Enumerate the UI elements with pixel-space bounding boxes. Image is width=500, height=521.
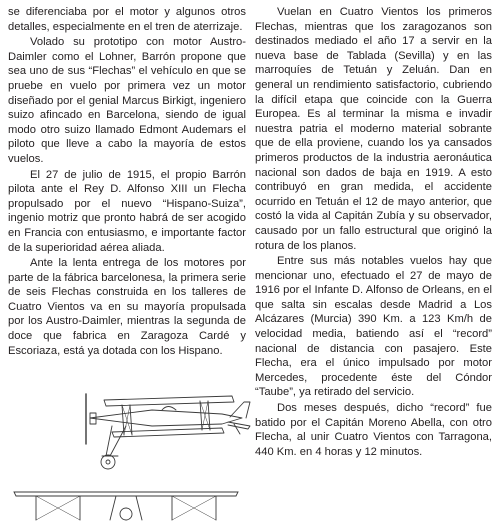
left-column <box>8 5 246 358</box>
paragraph: Vuelan en Cuatro Vientos los primeros Flechas, mientras que los zaragozanos son destinados mediado el año 17 a servir en la nueva base de Tablada (Sevilla) y en las marroquíes de Tetuán y Zeluán. Dan en general un rendimiento satisfactorio, cubriendo la difícil etapa que coincide con la Guerra Europea. Es al terminar la misma e invadir nuestra patria el moderno material sobrante que de ella proviene, cuando los ya cansados primeros productos de la industria aeronáutica nacional son dados de baja en 1919. A esto contribuyó en gran medida, el accidente ocurrido en Tetuán el 12 de mayo anterior, que costó la vida al Capitán Zubía y su observador, causado por un fallo estructural que originó la rotura de los planos. <box>255 6 492 252</box>
biplane-side-view-illustration <box>82 388 254 480</box>
biplane-front-view-illustration <box>10 486 242 521</box>
paragraph: Ante la lenta entrega de los motores por parte de la fábrica barcelonesa, la primera serie de seis Flechas construida en los talleres de Cuatro Vientos va en su mayoría propulsada por los Austro-Daimler, mientras la segunda de doce que fabrica en Zaragoza Cardé y Escoriaza, está ya dotada con los Hispano. <box>8 257 246 357</box>
paragraph: Volado su prototipo con motor Austro-Daimler como el Lohner, Barrón propone que sea uno de sus “Flechas” el vehículo en que se pruebe en vuelo por primera vez un motor diseñado por el genial Marcus Birkigt, ingeniero suizo afincado en Barcelona, siendo de igual modo otro suizo llamado Edmont Audemars el piloto que lleve a cabo la mayoría de estos vuelos. <box>8 36 246 165</box>
paragraph: se diferenciaba por el motor y algunos otros detalles, especialmente en el tren de aterrizaje. <box>8 6 246 33</box>
right-column <box>255 5 492 459</box>
paragraph: Dos meses después, dicho “record” fue batido por el Capitán Moreno Abella, con otro Flecha, al unir Cuatro Vientos con Tarragona, 440 Km. en 4 horas y 12 minutos. <box>255 402 492 458</box>
paragraph: El 27 de julio de 1915, el propio Barrón pilota ante el Rey D. Alfonso XIII un Flecha propulsado por el nuevo “Hispano-Suiza”, ingenio motriz que pronto habrá de ser acogido en Francia con entusiasmo, e importante factor de la superioridad aérea aliada. <box>8 168 246 254</box>
paragraph: Entre sus más notables vuelos hay que mencionar uno, efectuado el 27 de mayo de 1916 por el Infante D. Alfonso de Orleans, en el que salta sin escalas desde Madrid a Los Alcázares (Murcia) 390 Km. a 123 Km/h de velocidad media, batiendo así el “record” nacional de distancia con pasajero. Este Flecha, era el único impulsado por motor Mercedes, procedente éste del Cóndor “Taube”, ya retirado del servicio. <box>255 255 492 399</box>
